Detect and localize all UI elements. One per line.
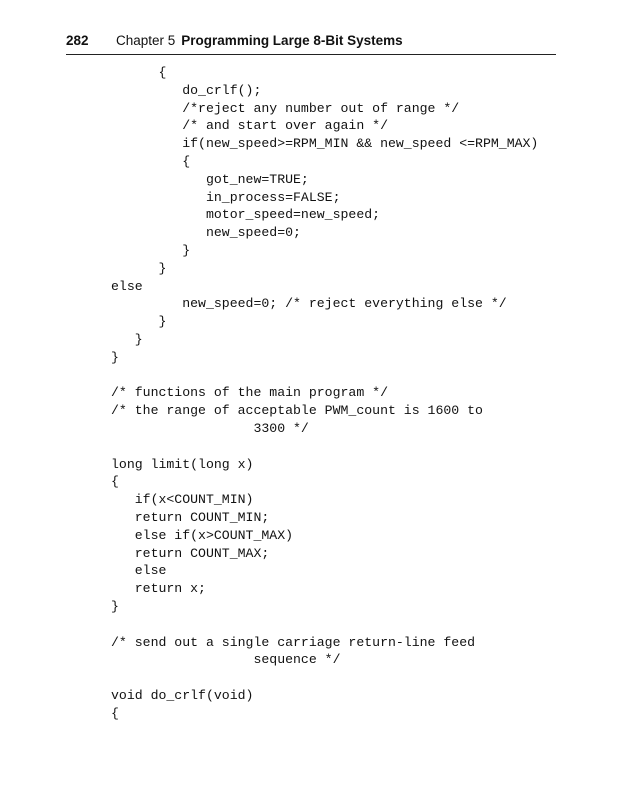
code-line: else: [111, 563, 167, 579]
code-line: do_crlf();: [111, 82, 262, 98]
code-line: long limit(long x): [111, 456, 254, 472]
code-line: [111, 367, 571, 385]
code-line: {: [111, 65, 167, 80]
header-rule: [66, 54, 556, 55]
code-line: {: [111, 474, 119, 490]
code-line: 3300 */: [111, 420, 309, 436]
code-line: got_new=TRUE;: [111, 171, 309, 187]
code-line: }: [111, 314, 167, 330]
code-line: else if(x>COUNT_MAX): [111, 527, 294, 543]
code-line: /*reject any number out of range */: [111, 100, 460, 116]
code-line: new_speed=0;: [111, 225, 301, 241]
code-line: }: [111, 349, 119, 365]
code-line: [111, 438, 571, 456]
code-line: /* and start over again */: [111, 118, 388, 134]
code-line: }: [111, 598, 119, 614]
page-number: 282: [66, 33, 89, 48]
code-line: /* functions of the main program */: [111, 385, 388, 401]
page-header: [66, 33, 556, 48]
code-line: return x;: [111, 581, 206, 597]
code-line: /* the range of acceptable PWM_count is 1600 to: [111, 403, 483, 419]
chapter-title: Programming Large 8-Bit Systems: [181, 33, 403, 48]
code-line: }: [111, 242, 191, 258]
code-line: }: [111, 331, 143, 347]
code-line: }: [111, 260, 167, 276]
code-line: new_speed=0; /* reject everything else */: [111, 296, 507, 312]
code-listing: [111, 64, 571, 722]
code-line: {: [111, 153, 191, 169]
code-line: motor_speed=new_speed;: [111, 207, 381, 223]
code-line: sequence */: [111, 652, 341, 668]
code-line: [111, 616, 571, 634]
code-line: return COUNT_MAX;: [111, 545, 270, 561]
chapter-label: Chapter 5: [116, 33, 176, 48]
code-line: if(x<COUNT_MIN): [111, 492, 254, 508]
code-line: /* send out a single carriage return-line feed: [111, 634, 476, 650]
code-line: return COUNT_MIN;: [111, 509, 270, 525]
code-line: {: [111, 705, 119, 721]
code-line: [111, 669, 571, 687]
code-line: void do_crlf(void): [111, 687, 254, 703]
code-line: else: [111, 278, 143, 294]
code-line: in_process=FALSE;: [111, 189, 341, 205]
code-line: if(new_speed>=RPM_MIN && new_speed <=RPM_MAX): [111, 136, 539, 152]
